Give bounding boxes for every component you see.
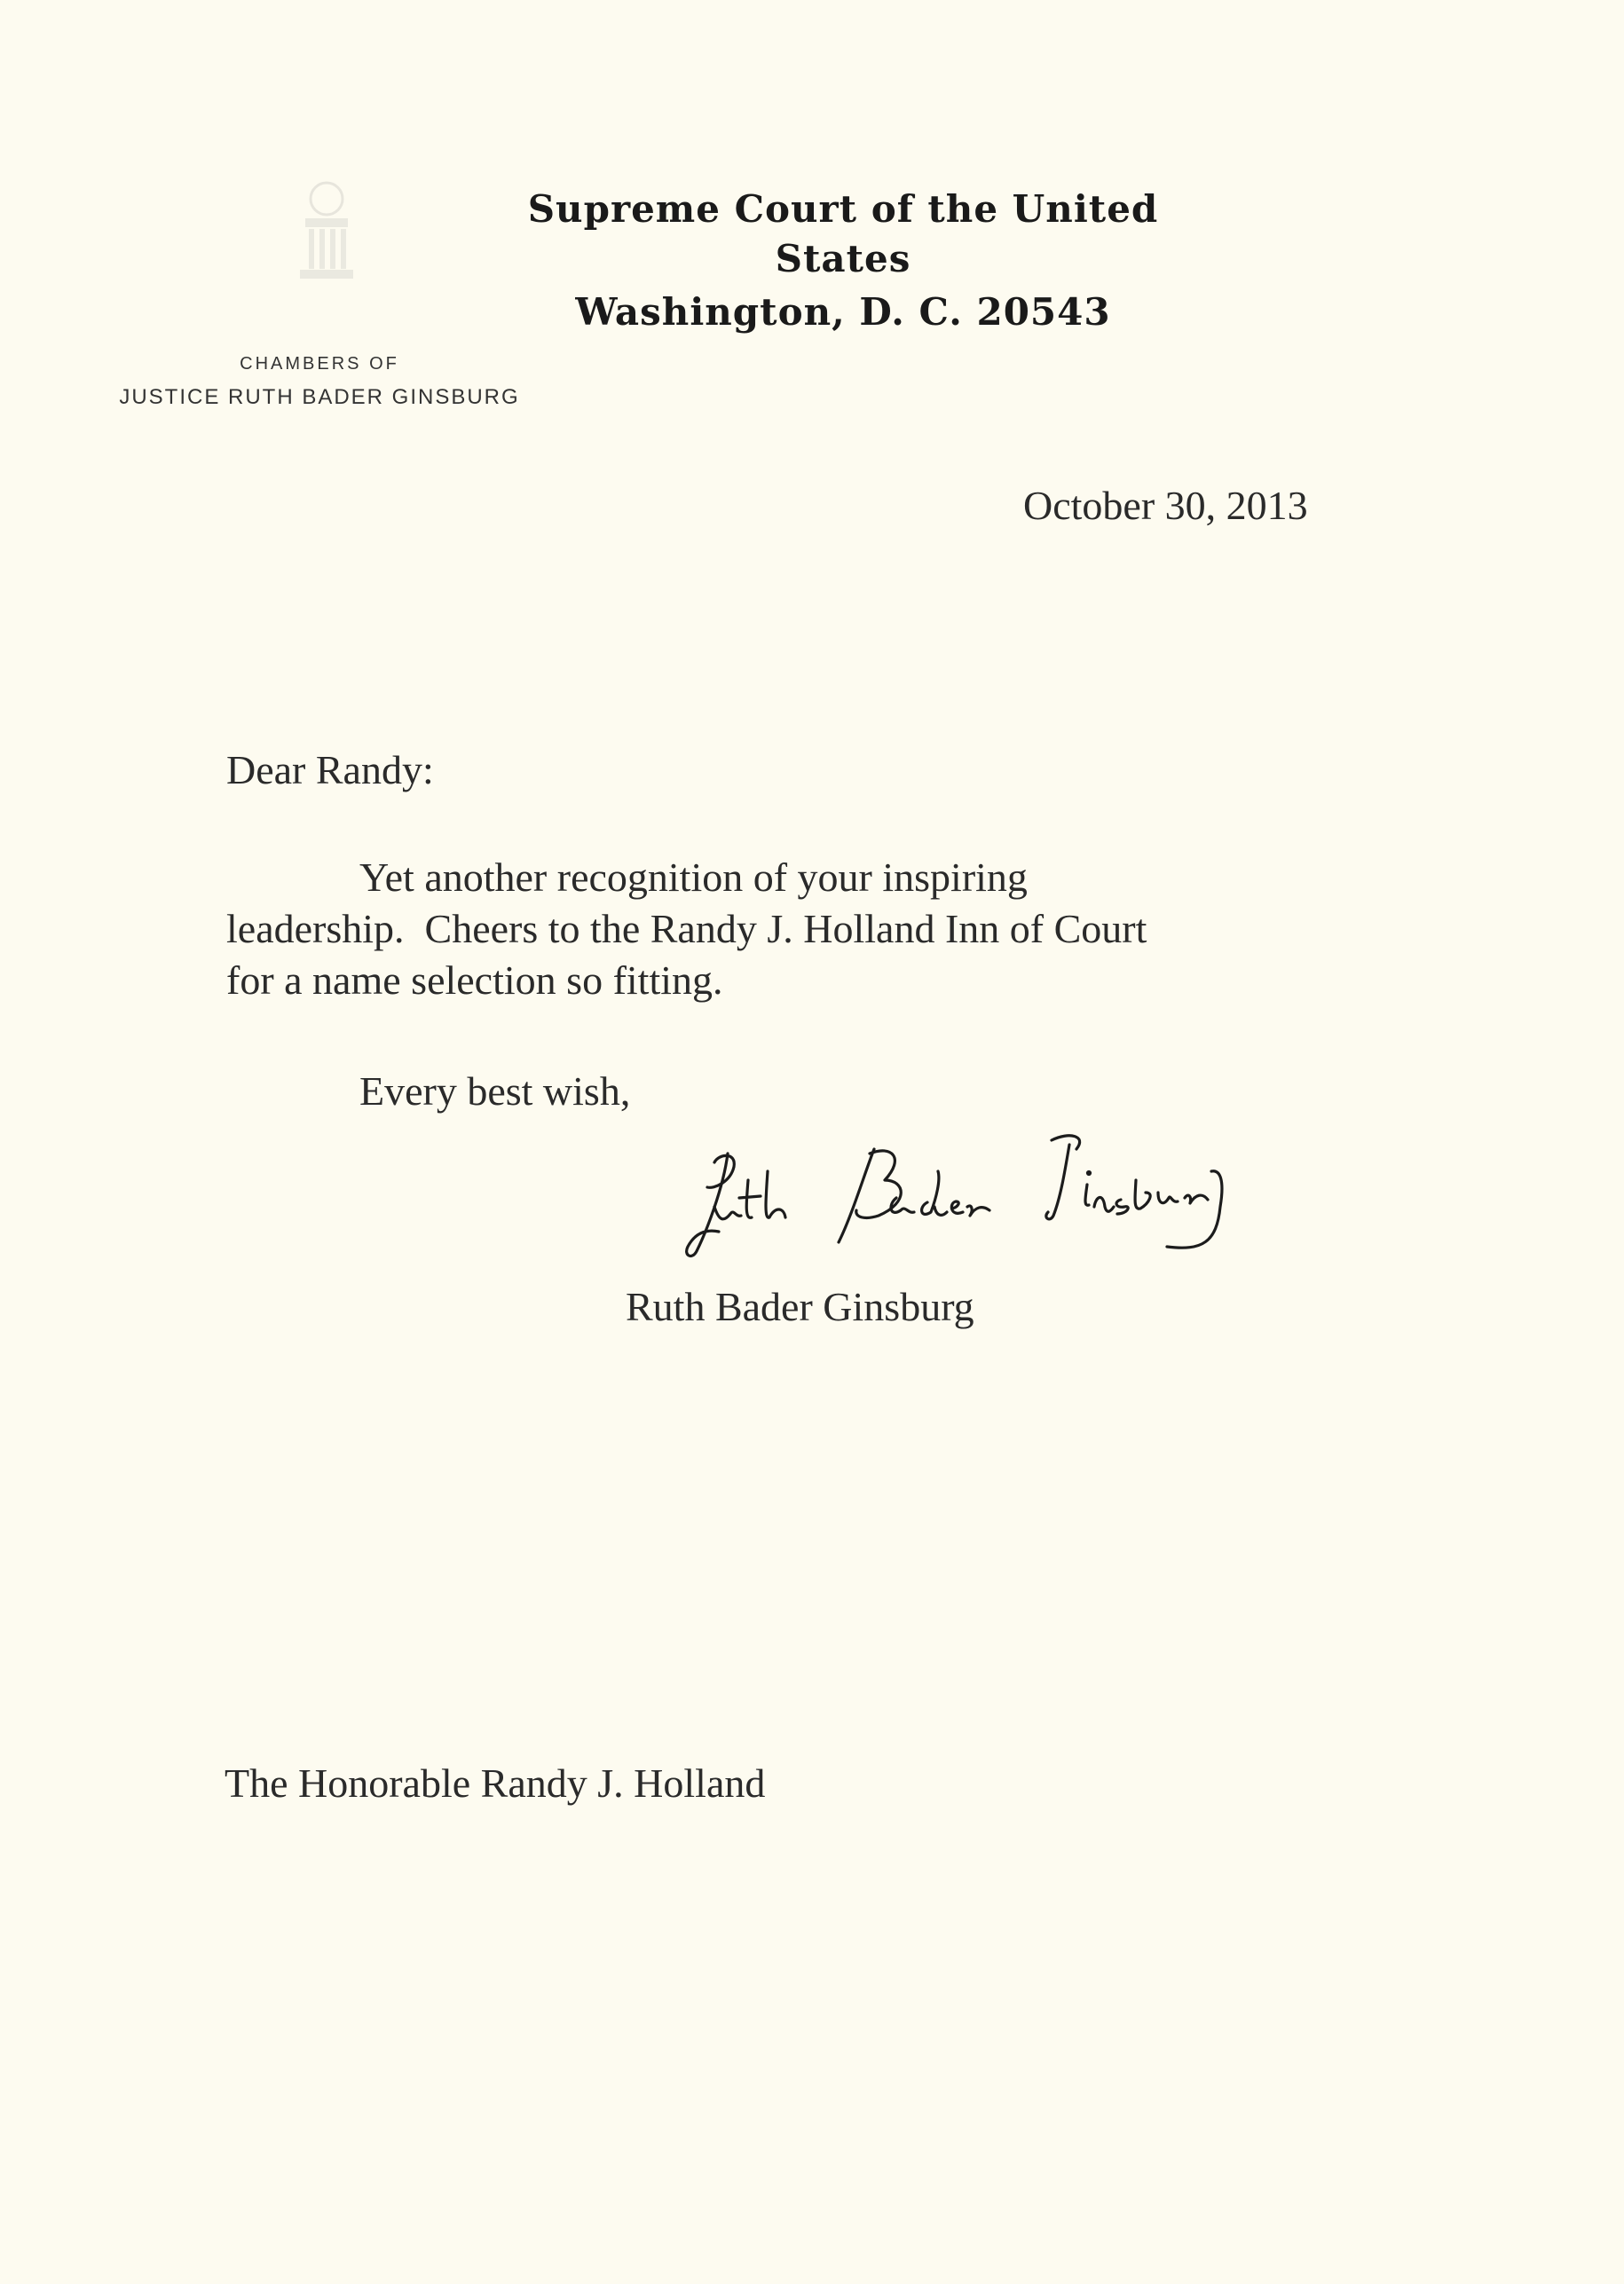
body-line: for a name selection so fitting.: [226, 957, 723, 1003]
body-line: Yet another recognition of your inspiring: [359, 855, 1028, 900]
chambers-block: [106, 350, 532, 413]
chambers-label: CHAMBERS OF: [240, 354, 399, 374]
chambers-justice-name: JUSTICE RUTH BADER GINSBURG: [119, 385, 520, 409]
letter-date: October 30, 2013: [1023, 483, 1308, 528]
letter-body: [226, 852, 1415, 1006]
signer-name: Ruth Bader Ginsburg: [626, 1284, 974, 1329]
letterhead-court-name: Supreme Court of the United States: [527, 187, 1159, 280]
recipient-name: The Honorable Randy J. Holland: [225, 1760, 766, 1806]
letterhead: [497, 185, 1189, 337]
handwritten-signature: [652, 1118, 1273, 1278]
closing: Every best wish,: [359, 1068, 631, 1114]
salutation: Dear Randy:: [226, 747, 434, 792]
letterhead-address: Washington, D. C. 20543: [575, 290, 1111, 334]
court-seal-emblem: [282, 174, 371, 289]
body-line: leadership. Cheers to the Randy J. Holland Inn of Court: [226, 906, 1147, 951]
